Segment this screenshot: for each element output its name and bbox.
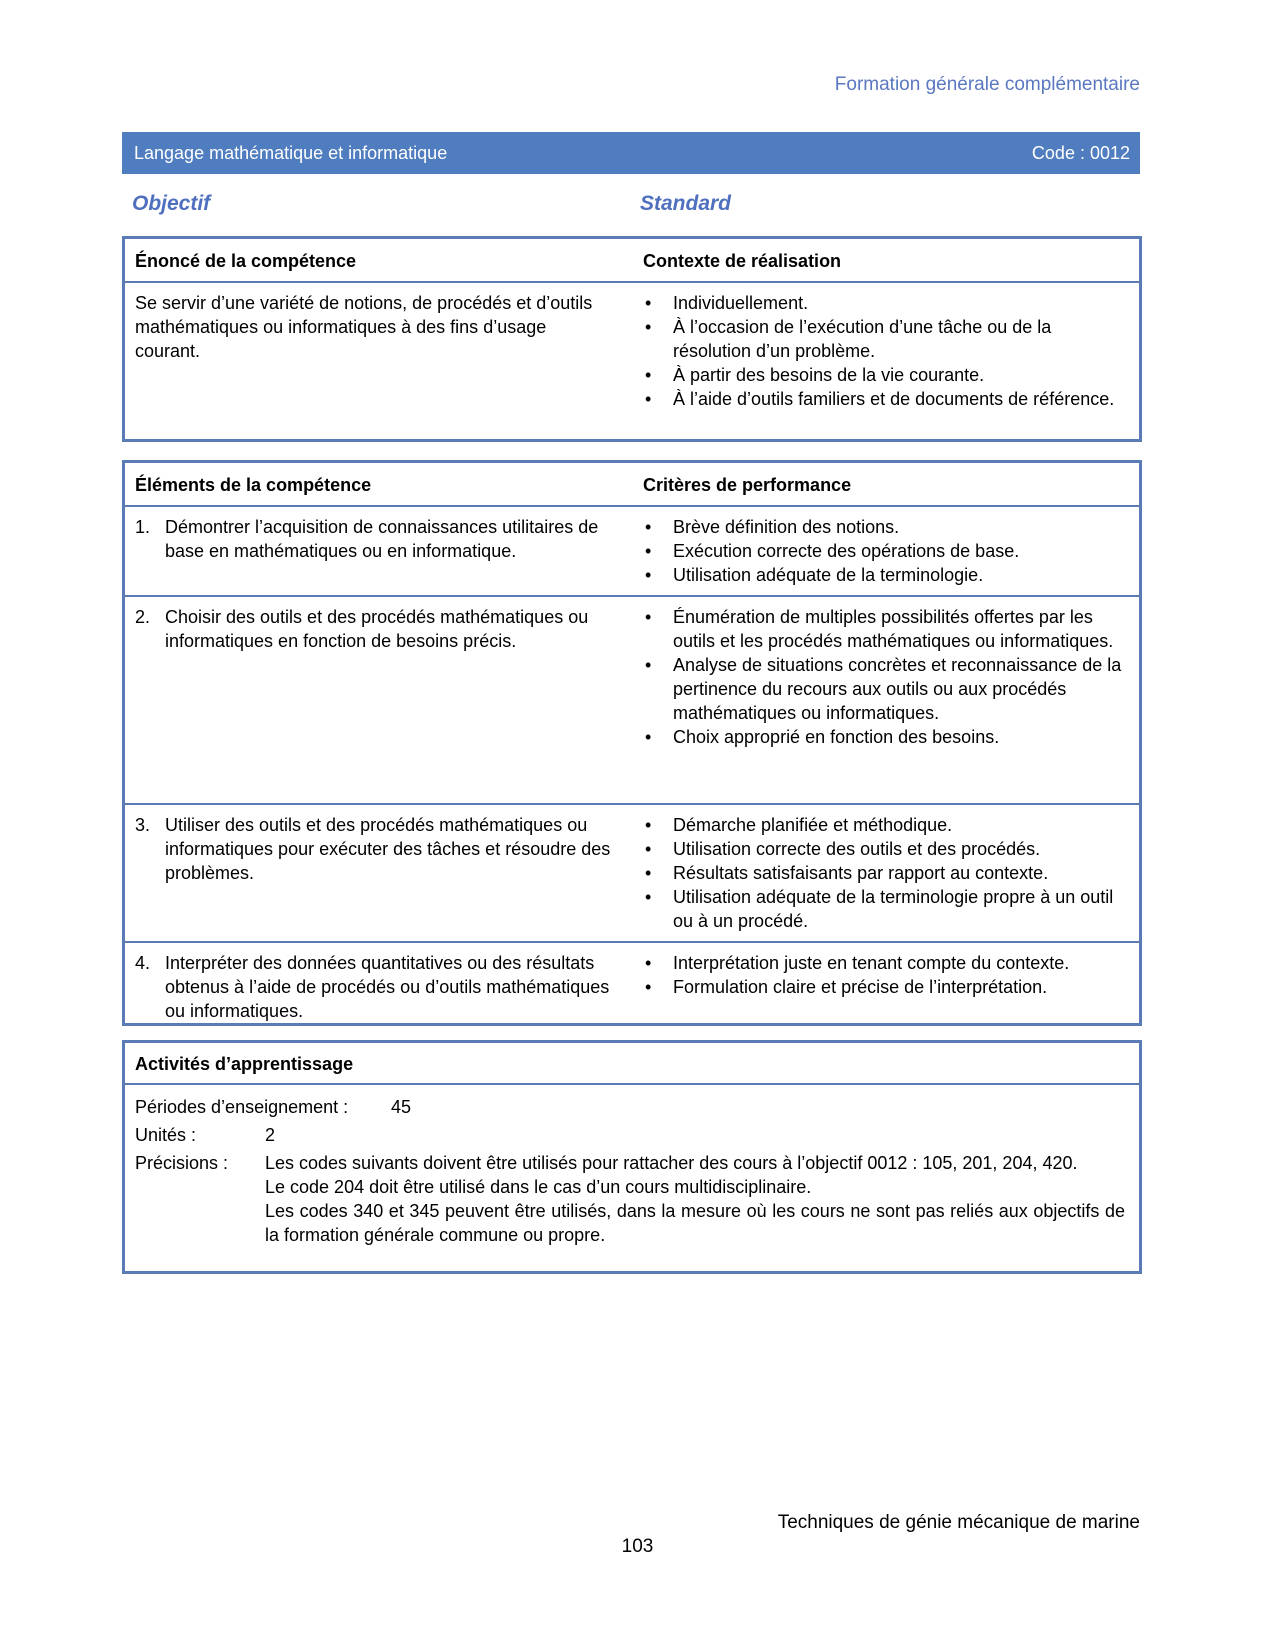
precision-item: Les codes suivants doivent être utilisés pour rattacher des cours à l’objectif 0012 : 105, 201, 204, 420.: [265, 1153, 1078, 1173]
footer-program: Techniques de génie mécanique de marine: [777, 1512, 1140, 1533]
list-item: • Formulation claire et précise de l’interprétation.: [643, 975, 1123, 999]
elements-table: [122, 460, 1142, 1026]
list-item: • Énumération de multiples possibilités offertes par les outils et les procédés mathématiques ou informatiques.: [643, 605, 1123, 653]
document-header-title: Formation générale complémentaire: [834, 74, 1140, 95]
precisions-label: Précisions :: [135, 1153, 229, 1173]
elements-table-header: [125, 463, 1139, 507]
list-item: • À partir des besoins de la vie courante.: [643, 363, 1123, 387]
element-number: 3.: [135, 815, 151, 835]
objectif-label: Objectif: [132, 192, 211, 215]
precision-item: Le code 204 doit être utilisé dans le cas d’un cours multidisciplinaire.: [265, 1177, 812, 1197]
list-item: • Utilisation adéquate de la terminologie propre à un outil ou à un procédé.: [643, 885, 1123, 933]
table-row: [125, 597, 1139, 805]
list-item: • À l’occasion de l’exécution d’une tâche ou de la résolution d’un problème.: [643, 315, 1123, 363]
element-text: Interpréter des données quantitatives ou des résultats obtenus à l’aide de procédés ou d’outils mathématiques ou informatiques.: [165, 953, 610, 1021]
list-item: • Individuellement.: [643, 291, 1123, 315]
course-name: Langage mathématique et informatique: [134, 143, 448, 163]
precision-item: Les codes 340 et 345 peuvent être utilisés, dans la mesure où les cours ne sont pas reliés aux objectifs de la formation générale commune ou propre.: [265, 1201, 1125, 1245]
list-item: • Choix approprié en fonction des besoins.: [643, 725, 1123, 749]
contexte-list: [643, 291, 1123, 411]
list-item: • Résultats satisfaisants par rapport au contexte.: [643, 861, 1123, 885]
table-row: [125, 805, 1139, 943]
table-row: [125, 507, 1139, 597]
list-item: • À l’aide d’outils familiers et de documents de référence.: [643, 387, 1123, 411]
page-number: 103: [621, 1536, 654, 1557]
enonce-heading: Énoncé de la compétence: [135, 251, 357, 271]
enonce-text: Se servir d’une variété de notions, de procédés et d’outils mathématiques ou informatiques à des fins d’usage courant.: [135, 293, 593, 361]
elements-heading: Éléments de la compétence: [135, 475, 372, 495]
criteres-heading: Critères de performance: [643, 475, 852, 495]
activites-header: [125, 1043, 1139, 1085]
criteria-list: [643, 951, 1123, 999]
precisions-text: [265, 1151, 1125, 1247]
table-row: [125, 943, 1139, 1023]
course-code: Code : 0012: [1031, 143, 1130, 163]
element-number: 1.: [135, 517, 151, 537]
list-item: • Interprétation juste en tenant compte du contexte.: [643, 951, 1123, 975]
list-item: • Analyse de situations concrètes et reconnaissance de la pertinence du recours aux outils ou aux procédés mathématiques ou informatiques.: [643, 653, 1123, 725]
element-number: 2.: [135, 607, 151, 627]
element-text: Choisir des outils et des procédés mathématiques ou informatiques en fonction de besoins précis.: [165, 607, 589, 651]
activites-box: [122, 1040, 1142, 1274]
standard-label: Standard: [640, 192, 732, 215]
contexte-heading: Contexte de réalisation: [643, 251, 842, 271]
criteria-list: [643, 605, 1123, 749]
periodes-value: 45: [391, 1097, 412, 1117]
element-number: 4.: [135, 953, 151, 973]
list-item: • Utilisation adéquate de la terminologie.: [643, 563, 1123, 587]
list-item: • Démarche planifiée et méthodique.: [643, 813, 1123, 837]
competence-table: [122, 236, 1142, 442]
competence-table-header: [125, 239, 1139, 283]
activites-title: Activités d’apprentissage: [135, 1054, 354, 1074]
element-text: Démontrer l’acquisition de connaissances utilitaires de base en mathématiques ou en informatique.: [165, 517, 599, 561]
list-item: • Utilisation correcte des outils et des procédés.: [643, 837, 1123, 861]
competence-row: [125, 283, 1139, 433]
criteria-list: [643, 515, 1123, 587]
unites-value: 2: [265, 1125, 276, 1145]
list-item: • Exécution correcte des opérations de base.: [643, 539, 1123, 563]
list-item: • Brève définition des notions.: [643, 515, 1123, 539]
unites-label: Unités :: [135, 1125, 197, 1145]
periodes-label: Périodes d’enseignement :: [135, 1097, 349, 1117]
course-banner: [122, 132, 1140, 174]
criteria-list: [643, 813, 1123, 933]
element-text: Utiliser des outils et des procédés mathématiques ou informatiques pour exécuter des tâches et résoudre des problèmes.: [165, 815, 611, 883]
